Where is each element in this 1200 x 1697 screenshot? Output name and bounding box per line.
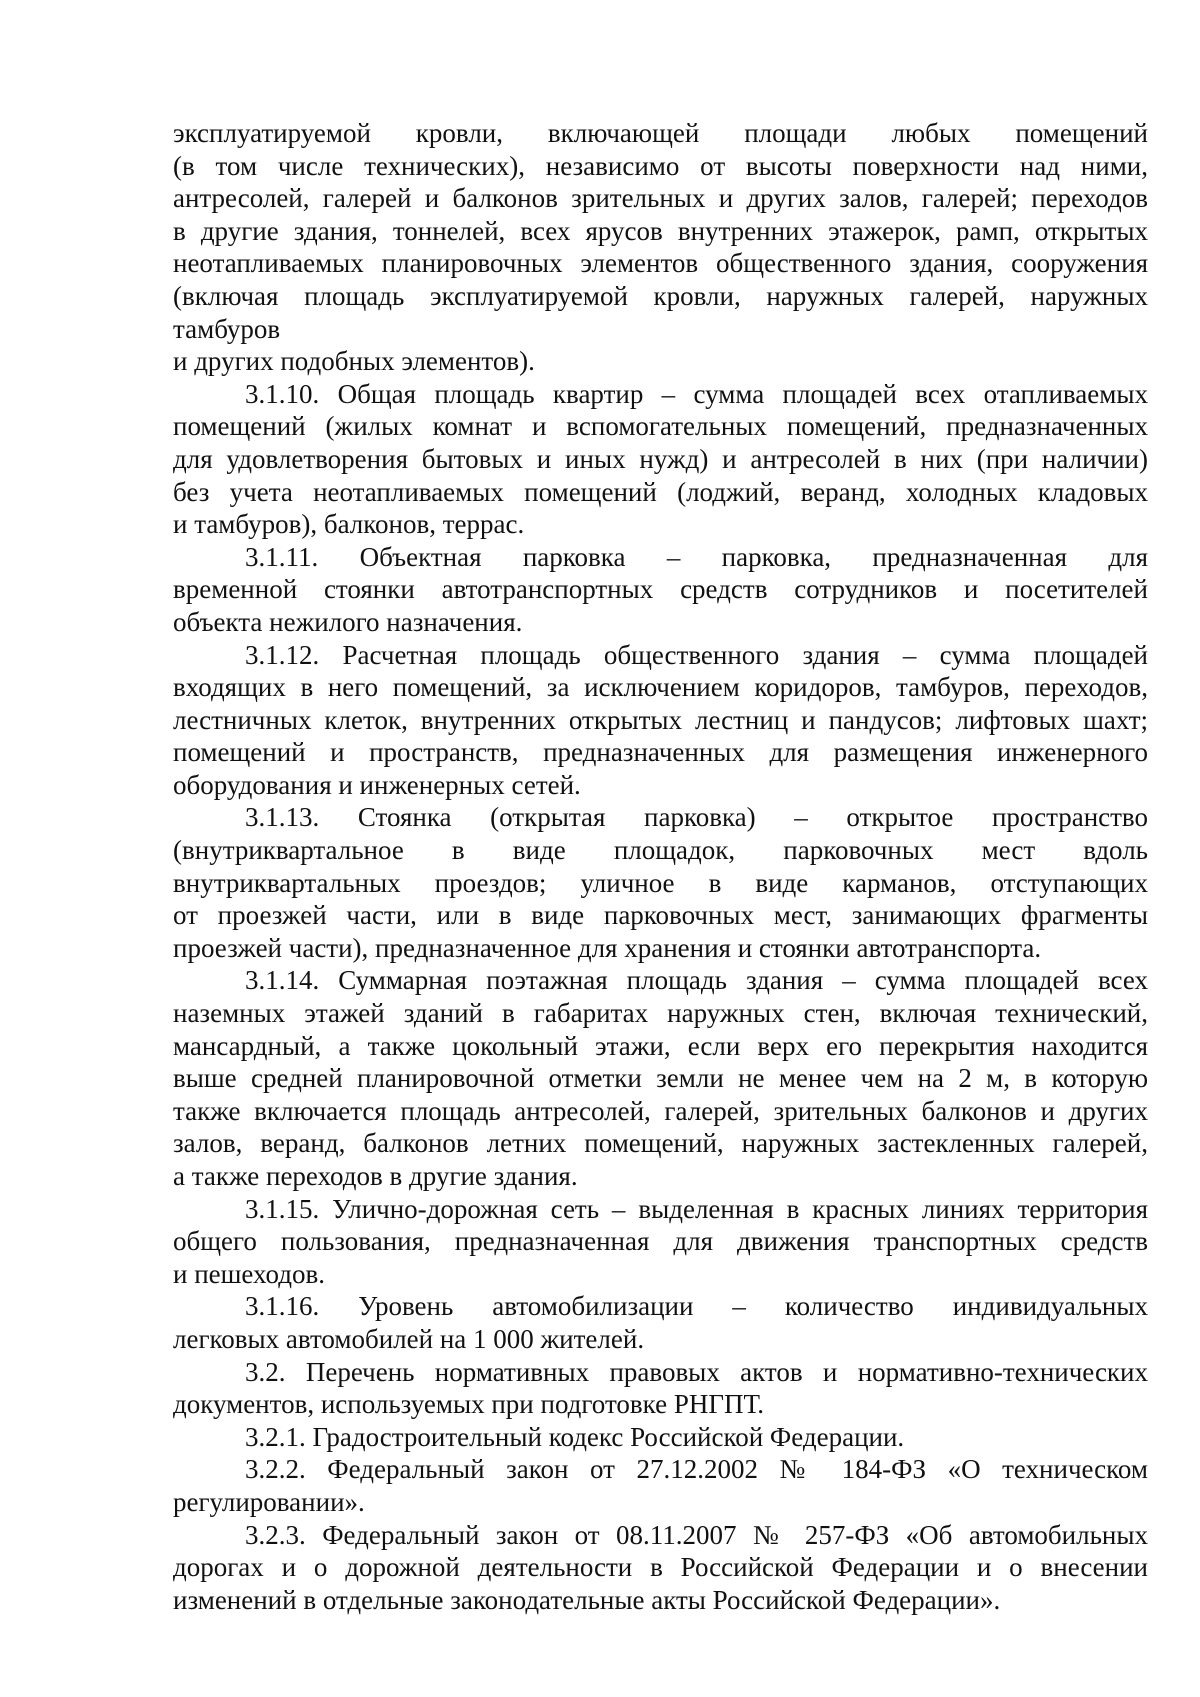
text-line: от проезжей части, или в виде парковочных мест, занимающих фрагменты [173,900,1148,931]
text-line: эксплуатируемой кровли, включающей площади любых помещений [173,118,1148,148]
paragraph-first-line: 3.1.16. Уровень автомобилизации – количество индивидуальных [245,1291,1148,1322]
text-line: (в том числе технических), независимо от высоты поверхности над ними, [173,150,1148,181]
text-line: (внутриквартальное в виде площадок, парковочных мест вдоль [173,835,1148,866]
text-line: помещений (жилых комнат и вспомогательных помещений, предназначенных [173,411,1148,442]
text-line: проезжей части), предназначенное для хранения и стоянки автотранспорта. [173,932,1042,963]
text-line: и других подобных элементов). [173,346,535,377]
paragraph-first-line: 3.2.3. Федеральный закон от 08.11.2007 № 257-ФЗ «Об автомобильных [245,1519,1148,1550]
text-line: регулировании». [173,1486,365,1517]
text-line: мансардный, а также цокольный этажи, если верх его перекрытия находится [173,1030,1148,1061]
text-line: а также переходов в другие здания. [173,1161,578,1191]
text-line: наземных этажей зданий в габаритах наружных стен, включая технический, [173,998,1148,1029]
text-line: выше средней планировочной отметки земли не менее чем на 2 м, в которую [173,1063,1148,1094]
text-line: помещений и пространств, предназначенных для размещения инженерного [173,737,1148,768]
text-line: и пешеходов. [173,1258,325,1289]
text-line: лестничных клеток, внутренних открытых лестниц и пандусов; лифтовых шахт; [173,704,1148,735]
text-line: временной стоянки автотранспортных средств сотрудников и посетителей [173,574,1148,605]
text-line: антресолей, галерей и балконов зрительных и других залов, галерей; переходов [173,183,1148,214]
text-line: дорогах и о дорожной деятельности в Российской Федерации и о внесении [173,1552,1148,1583]
paragraph-first-line: 3.1.15. Улично-дорожная сеть – выделенная в красных линиях территория [245,1193,1148,1224]
text-line: залов, веранд, балконов летних помещений, наружных застекленных галерей, [173,1128,1148,1159]
paragraph-first-line: 3.1.13. Стоянка (открытая парковка) – открытое пространство [245,802,1148,833]
paragraph-first-line: 3.2.1. Градостроительный кодекс Российской Федерации. [245,1421,905,1452]
text-line: объекта нежилого назначения. [173,606,523,637]
text-line: и тамбуров), балконов, террас. [173,509,525,540]
text-line: тамбуров [173,313,281,344]
text-line: общего пользования, предназначенная для движения транспортных средств [173,1226,1148,1257]
text-line: (включая площадь эксплуатируемой кровли, наружных галерей, наружных [173,280,1148,311]
text-line: изменений в отдельные законодательные акты Российской Федерации». [173,1584,1001,1615]
paragraph-first-line: 3.1.14. Суммарная поэтажная площадь здания – сумма площадей всех [245,965,1148,996]
paragraph-first-line: 3.2.2. Федеральный закон от 27.12.2002 № 184-ФЗ «О техническом [245,1454,1148,1485]
paragraph-first-line: 3.1.12. Расчетная площадь общественного здания – сумма площадей [245,639,1148,670]
paragraph-first-line: 3.1.10. Общая площадь квартир – сумма площадей всех отапливаемых [245,378,1148,409]
text-line: документов, используемых при подготовке РНГПТ. [173,1389,764,1420]
paragraph-first-line: 3.2. Перечень нормативных правовых актов и нормативно-технических [245,1356,1148,1387]
text-line: в другие здания, тоннелей, всех ярусов внутренних этажерок, рамп, открытых [173,215,1148,246]
text-line: внутриквартальных проездов; уличное в виде карманов, отступающих [173,867,1148,898]
text-line: неотапливаемых планировочных элементов общественного здания, сооружения [173,248,1148,279]
text-line: оборудования и инженерных сетей. [173,769,581,800]
text-line: без учета неотапливаемых помещений (лоджий, веранд, холодных кладовых [173,476,1148,507]
text-line: легковых автомобилей на 1 000 жителей. [173,1323,645,1354]
text-line: входящих в него помещений, за исключением коридоров, тамбуров, переходов, [173,672,1148,703]
text-line: для удовлетворения бытовых и иных нужд) и антресолей в них (при наличии) [173,443,1148,474]
document-body [173,117,1148,1616]
text-line: также включается площадь антресолей, галерей, зрительных балконов и других [173,1095,1148,1126]
paragraph-first-line: 3.1.11. Объектная парковка – парковка, предназначенная для [245,541,1148,572]
